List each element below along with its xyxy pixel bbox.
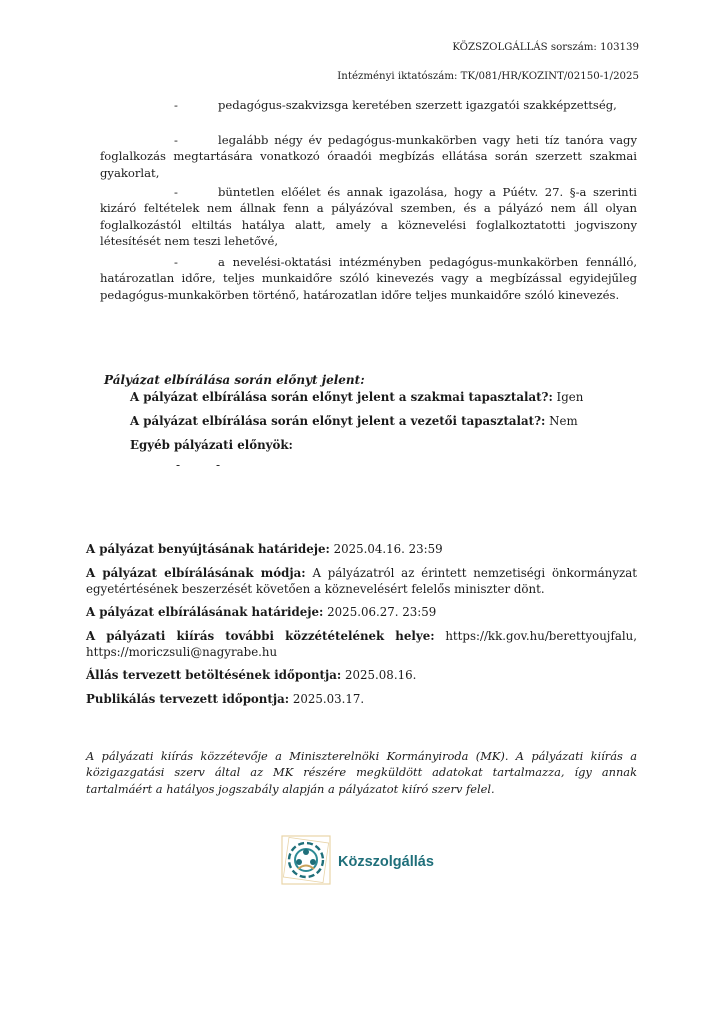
requirement-item: - a nevelési-oktatási intézményben pedagógus-munkakörben fennálló, határozatlan időre, teljes munkaidőre szóló kinevezés vagy a megbízással egyidejűleg pedagógus-munkakörben történő, határozatlan időre teljes munkaidőre szóló kinevezés.	[100, 255, 637, 302]
other-advantages-dash: -	[176, 458, 181, 472]
filing-number: Intézményi iktatószám: TK/081/HR/KOZINT/02150-1/2025	[337, 71, 639, 82]
requirement-item: - legalább négy év pedagógus-munkakörben vagy heti tíz tanóra vagy foglalkozás megtartására vonatkozó óraadói megbízás ellátása során szerzett szakmai gyakorlat,	[100, 133, 637, 180]
requirement-item: - büntetlen előélet és annak igazolása, hogy a Púétv. 27. §-a szerinti kizáró feltételek nem állnak fenn a pályázóval szemben, és a pályázó nem áll olyan foglalkozástól eltiltás hatálya alatt, amely a köznevelési foglalkoztatotti jogviszony létesítését nem teszi lehetővé,	[100, 185, 637, 249]
evaluation-method: A pályázat elbírálásának módja: A pályázatról az érintett nemzetiségi önkormányzat egyetértésének beszerzését követően a köznevelésért felelős miniszter dönt.	[86, 566, 638, 597]
requirement-item: - pedagógus-szakvizsga keretében szerzett igazgatói szakképzettség,	[174, 98, 617, 112]
publication-place: A pályázati kiírás további közzétételének helye: https://kk.gov.hu/berettyoujfalu, https://moriczsuli@nagyrabe.hu	[86, 629, 637, 660]
kozszolgallas-logo	[278, 832, 450, 892]
submission-deadline: A pályázat benyújtásának határideje: 2025.04.16. 23:59	[86, 542, 443, 556]
other-advantages-dash: -	[216, 458, 221, 472]
advantages-heading: Pályázat elbírálása során előnyt jelent:	[104, 373, 365, 387]
planned-publish-date: Publikálás tervezett időpontja: 2025.03.17.	[86, 692, 365, 706]
footnote: A pályázati kiírás közzétevője a Miniszterelnöki Kormányiroda (MK). A pályázati kiírás a közigazgatási szerv által az MK részére megküldött adatokat tartalmazza, így annak tartalmáért a hatályos jogszabály alapján a pályázatot kiíró szerv felel.	[86, 749, 637, 796]
professional-experience-row: A pályázat elbírálása során előnyt jelent a szakmai tapasztalat?: Igen	[130, 390, 584, 404]
planned-fill-date: Állás tervezett betöltésének időpontja: 2025.08.16.	[86, 668, 417, 682]
other-advantages-label: Egyéb pályázati előnyök:	[130, 438, 293, 452]
logo-text: Közszolgállás	[338, 854, 434, 870]
kozszolgallas-emblem-icon	[278, 832, 450, 892]
managerial-experience-row: A pályázat elbírálása során előnyt jelent a vezetői tapasztalat?: Nem	[130, 414, 578, 428]
evaluation-deadline: A pályázat elbírálásának határideje: 2025.06.27. 23:59	[86, 605, 437, 619]
serial-number: KÖZSZOLGÁLLÁS sorszám: 103139	[452, 42, 639, 53]
